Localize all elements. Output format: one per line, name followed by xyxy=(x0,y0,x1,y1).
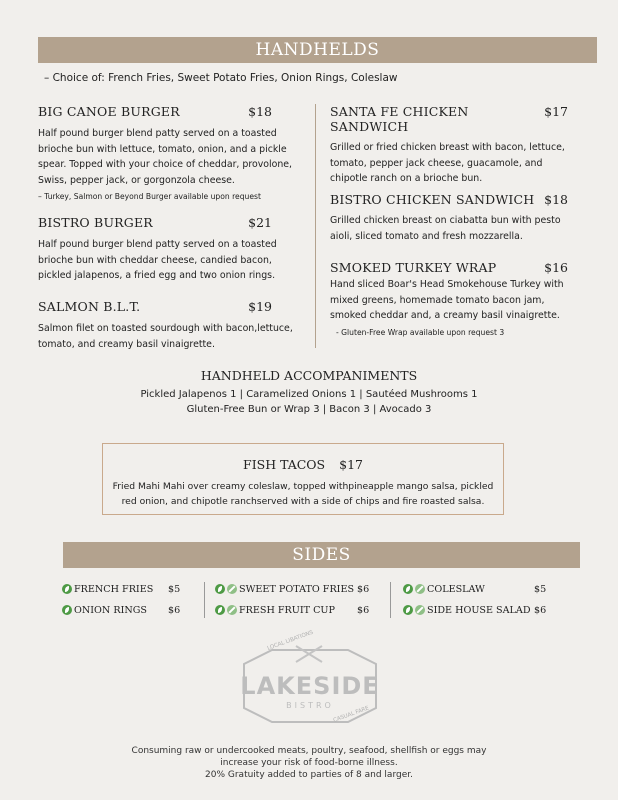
accompaniments-title: HANDHELD ACCOMPANIMENTS xyxy=(200,368,418,383)
item-name: BISTRO CHICKEN SANDWICH xyxy=(330,192,535,207)
sides-header xyxy=(63,542,580,568)
veg-icon xyxy=(215,584,225,594)
side-name: ONION RINGS xyxy=(74,604,148,616)
footer-line-1: Consuming raw or undercooked meats, poultry, seafood, shellfish or eggs may xyxy=(131,746,487,756)
logo-sub: BISTRO xyxy=(286,701,334,710)
side-item-onion-rings xyxy=(62,603,147,617)
gluten-free-icon xyxy=(415,584,425,594)
sides-divider-2 xyxy=(390,582,391,618)
choice-note: – Choice of: French Fries, Sweet Potato Fries, Onion Rings, Coleslaw xyxy=(44,72,398,84)
column-divider xyxy=(315,104,316,348)
item-description: Grilled or fried chicken breast with bacon, lettuce, tomato, pepper jack cheese, guacamole, and chipotle ranch on a brioche bun. xyxy=(330,142,565,184)
accompaniments-line-2: Gluten-Free Bun or Wrap 3 | Bacon 3 | Avocado 3 xyxy=(186,404,432,415)
item-description: Salmon filet on toasted sourdough with bacon,lettuce, tomato, and creamy basil vinaigrette. xyxy=(38,323,293,350)
item-description: Grilled chicken breast on ciabatta bun with pesto aioli, sliced tomato and fresh mozzarella. xyxy=(330,215,561,242)
side-price: $6 xyxy=(534,604,547,616)
menu-item-bistro-chicken xyxy=(330,192,568,244)
item-price: $19 xyxy=(248,299,272,314)
veg-icon xyxy=(215,605,225,615)
gluten-free-icon xyxy=(415,605,425,615)
side-item-coleslaw xyxy=(403,582,485,596)
gluten-free-icon xyxy=(227,605,237,615)
side-price: $6 xyxy=(168,604,181,616)
side-name: COLESLAW xyxy=(427,583,485,595)
lakeside-bistro-logo xyxy=(232,629,388,730)
item-price: $21 xyxy=(248,215,272,230)
side-price: $6 xyxy=(357,604,370,616)
menu-item-bistro-burger-body xyxy=(38,215,288,284)
item-price: $17 xyxy=(544,104,568,119)
fish-tacos-desc-line-2: red onion, and chipotle ranchserved with a side of chips and fire roasted salsa. xyxy=(121,496,485,507)
item-name: BIG CANOE BURGER xyxy=(38,104,180,119)
sides-divider-1 xyxy=(204,582,205,618)
logo-arc-bottom: CASUAL FARE xyxy=(332,705,370,724)
veg-icon xyxy=(62,605,72,615)
fish-tacos-description xyxy=(103,479,503,509)
fish-tacos-box xyxy=(102,443,504,515)
item-name: BISTRO BURGER xyxy=(38,215,153,230)
item-note: - Gluten-Free Wrap available upon request 3 xyxy=(336,327,505,337)
handhelds-header xyxy=(38,37,597,63)
side-item-side-house-salad xyxy=(403,603,531,617)
item-name: SANTA FE CHICKEN SANDWICH xyxy=(330,104,469,134)
side-item-sweet-potato-fries xyxy=(215,582,354,596)
side-price: $5 xyxy=(534,583,547,595)
item-description: Half pound burger blend patty served on a toasted brioche bun with cheddar cheese, candied bacon, pickled jalapenos, a fried egg and two onion rings. xyxy=(38,239,277,281)
menu-item-santa-fe-chicken xyxy=(330,104,568,187)
accompaniments-line-1: Pickled Jalapenos 1 | Caramelized Onions 1 | Sautéed Mushrooms 1 xyxy=(140,389,478,400)
menu-item-big-canoe-burger-body xyxy=(38,104,300,201)
logo-arc-top: LOCAL LIBATIONS xyxy=(266,629,315,652)
item-description: Half pound burger blend patty served on a toasted brioche bun with lettuce, tomato, onion, and a pickle spear. Topped with your choice of cheddar, provolone, Swiss, pepper jack, or gorgonzola cheese. xyxy=(38,128,293,186)
item-description: Hand sliced Boar's Head Smokehouse Turkey with mixed greens, homemade tomato bacon jam, smoked cheddar and, a creamy basil vinaigrette. xyxy=(330,279,564,321)
side-name: SIDE HOUSE SALAD xyxy=(427,604,531,616)
item-price: $18 xyxy=(248,104,272,119)
menu-item-smoked-turkey-wrap xyxy=(330,260,568,337)
veg-icon xyxy=(62,584,72,594)
fish-tacos-price: $17 xyxy=(339,457,363,472)
side-item-french-fries xyxy=(62,582,153,596)
item-name: SMOKED TURKEY WRAP xyxy=(330,260,497,275)
item-note: – Turkey, Salmon or Beyond Burger available upon request xyxy=(38,192,261,201)
side-name: SWEET POTATO FRIES xyxy=(239,583,355,595)
side-price: $5 xyxy=(168,583,181,595)
side-price: $6 xyxy=(357,583,370,595)
sides-title: SIDES xyxy=(292,545,351,565)
footer-line-3: 20% Gratuity added to parties of 8 and larger. xyxy=(205,770,413,780)
menu-item-salmon-blt-body xyxy=(38,299,296,352)
item-name: SALMON B.L.T. xyxy=(38,299,141,314)
footer-disclaimer xyxy=(0,745,618,781)
veg-icon xyxy=(403,584,413,594)
veg-icon xyxy=(403,605,413,615)
side-item-fresh-fruit-cup xyxy=(215,603,335,617)
side-name: FRESH FRUIT CUP xyxy=(239,604,335,616)
fish-tacos-name: FISH TACOS xyxy=(243,457,326,472)
side-name: FRENCH FRIES xyxy=(74,583,154,595)
gluten-free-icon xyxy=(227,584,237,594)
item-price: $16 xyxy=(544,260,568,275)
logo-main: LAKESIDE xyxy=(240,672,380,700)
footer-line-2: increase your risk of food-borne illness. xyxy=(220,758,398,768)
fish-tacos-desc-line-1: Fried Mahi Mahi over creamy coleslaw, topped withpineapple mango salsa, pickled xyxy=(112,481,494,492)
item-price: $18 xyxy=(544,192,568,207)
handhelds-title: HANDHELDS xyxy=(255,40,380,60)
